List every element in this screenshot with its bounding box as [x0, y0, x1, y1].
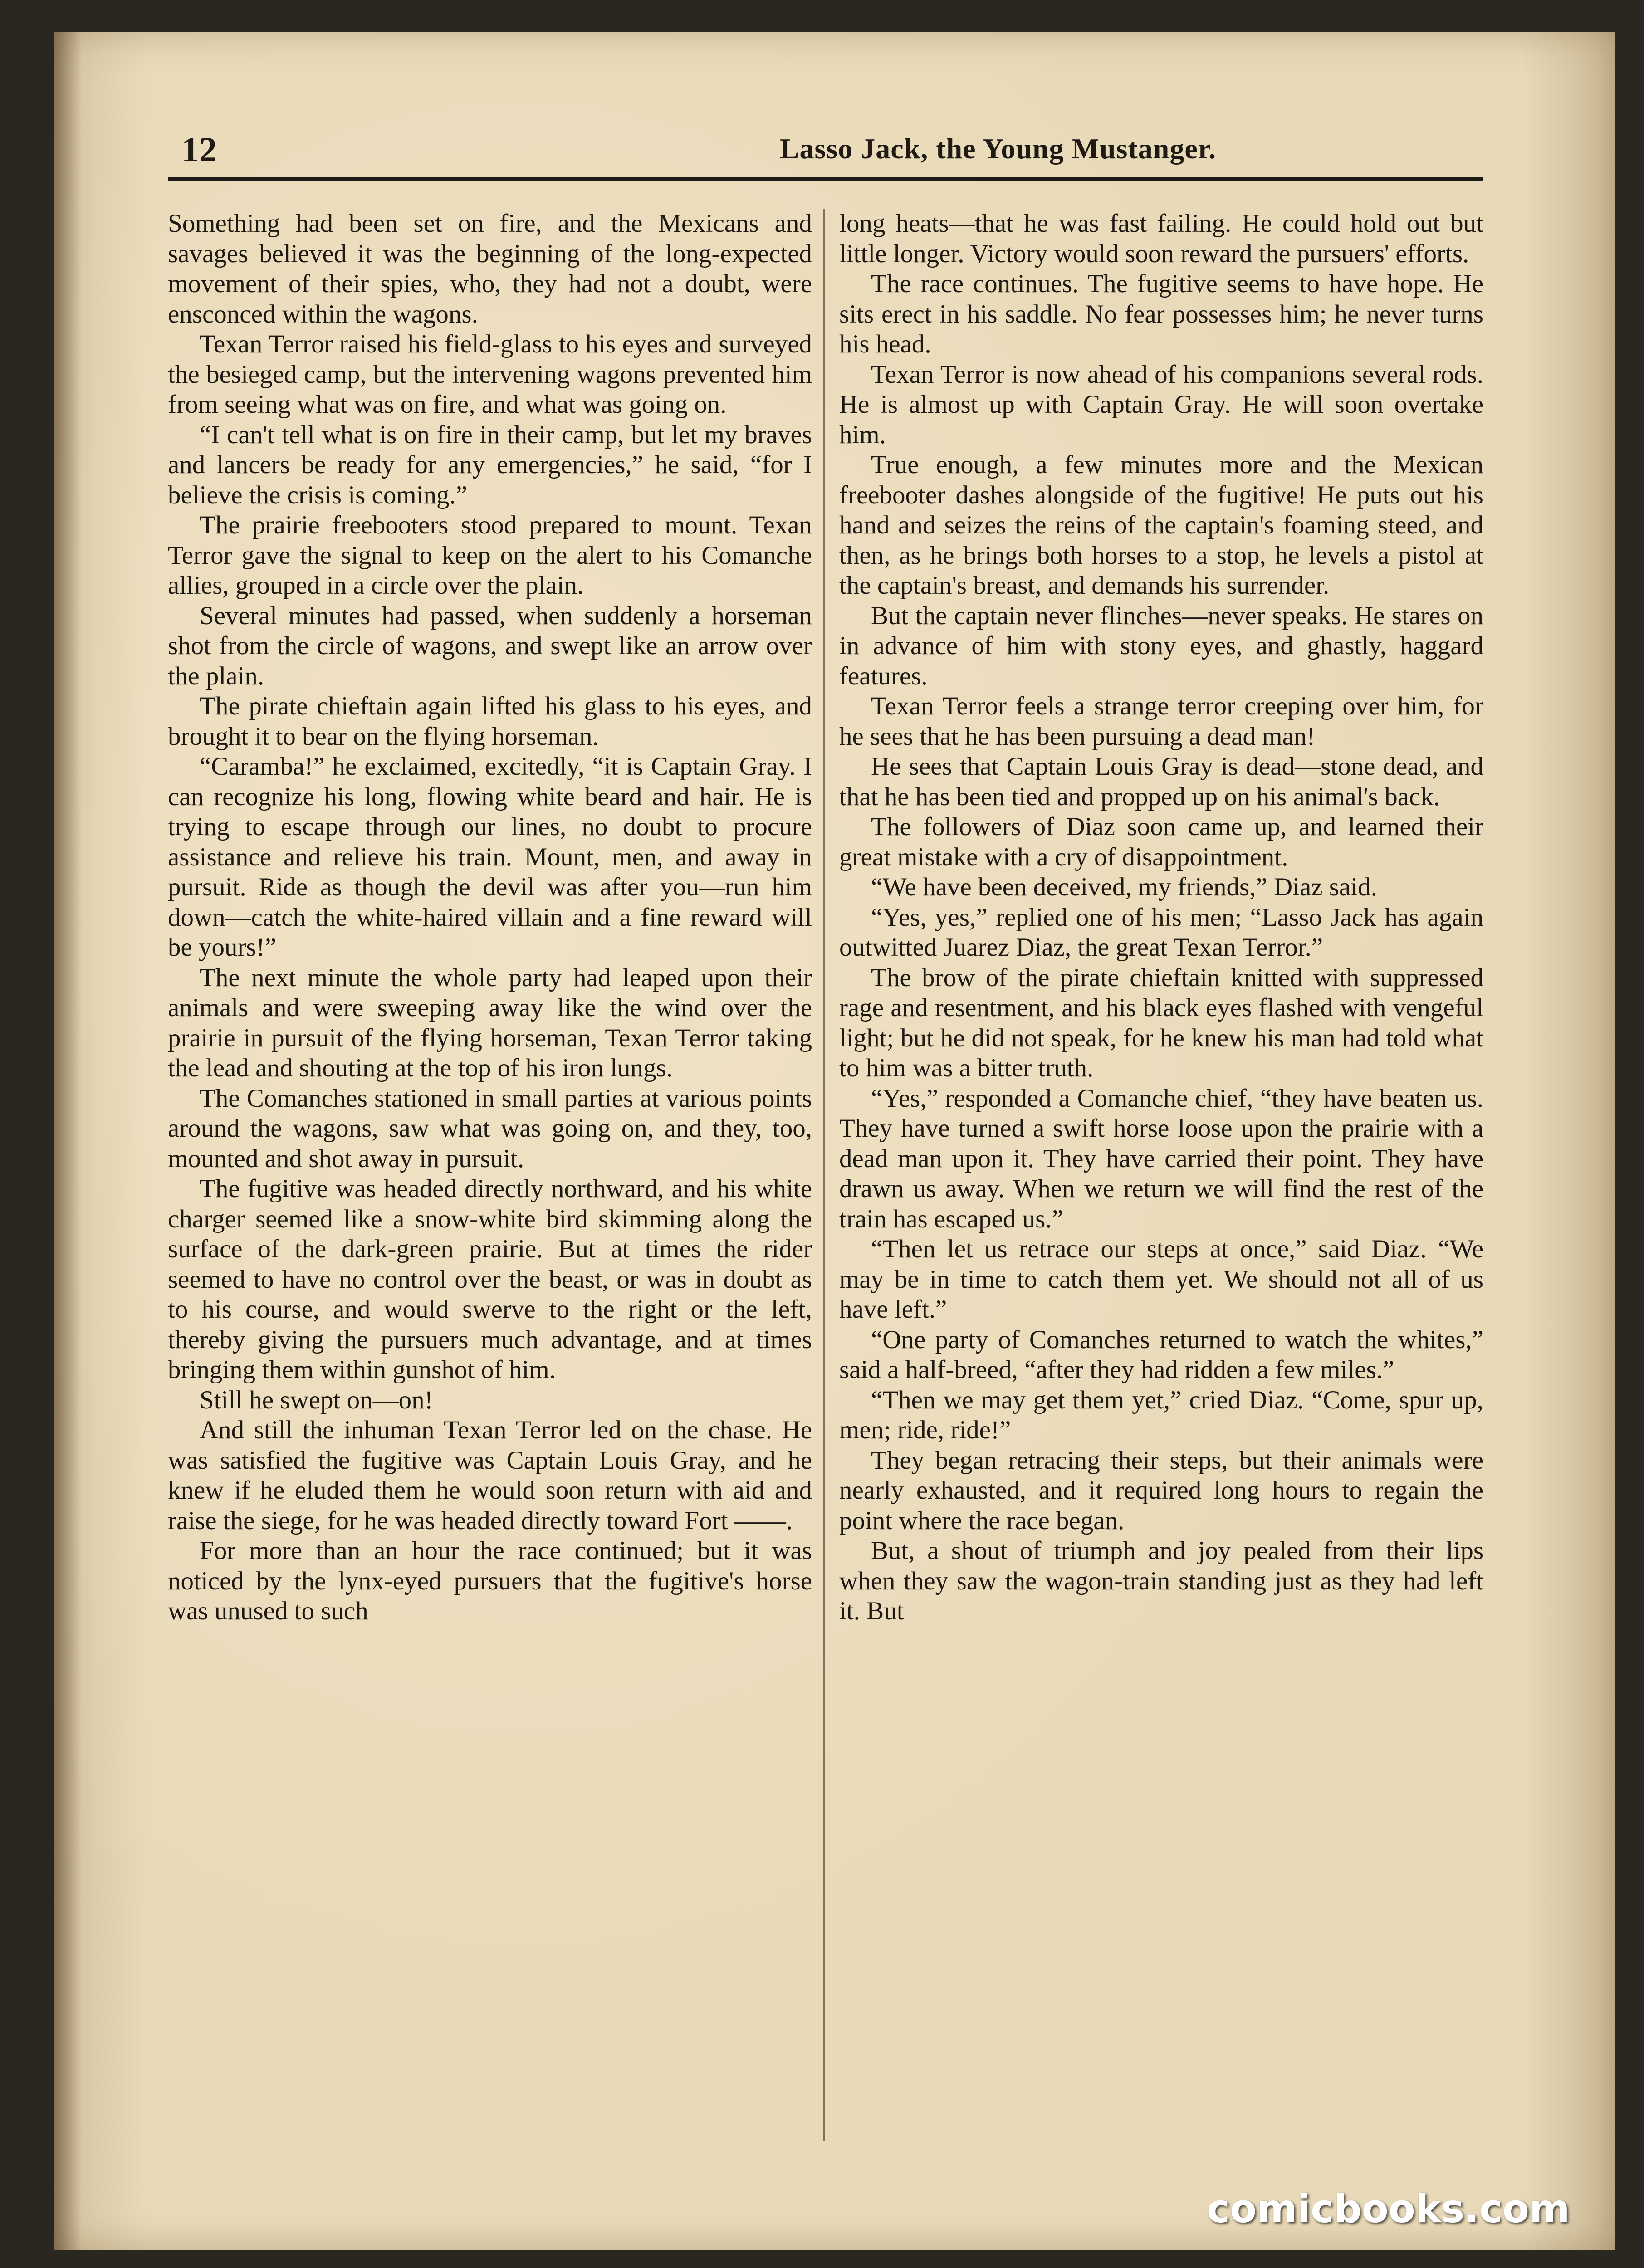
right-column	[839, 209, 1483, 1627]
paragraph: Several minutes had passed, when suddenly a horseman shot from the circle of wagons, and swept like an arrow over the plain.	[168, 601, 812, 690]
watermark: comicbooks.com	[1207, 2186, 1570, 2232]
paragraph: The Comanches stationed in small parties at various points around the wagons, saw what was going on, and they, too, mounted and shot away in pursuit.	[168, 1084, 812, 1173]
paragraph: “Yes,” responded a Comanche chief, “they have beaten us. They have turned a swift horse loose upon the prairie with a dead man upon it. They have carried their point. They have drawn us away. When we return we will find the rest of the train has escaped us.”	[839, 1084, 1483, 1233]
paragraph: Texan Terror is now ahead of his companions several rods. He is almost up with Captain Gray. He will soon overtake him.	[839, 360, 1483, 449]
paragraph: They began retracing their steps, but their animals were nearly exhausted, and it required long hours to regain the point where the race began.	[839, 1446, 1483, 1535]
paragraph: The prairie freebooters stood prepared to mount. Texan Terror gave the signal to keep on the alert to his Comanche allies, grouped in a circle over the plain.	[168, 511, 812, 600]
paragraph: The followers of Diaz soon came up, and learned their great mistake with a cry of disappointment.	[839, 812, 1483, 871]
paragraph: But, a shout of triumph and joy pealed from their lips when they saw the wagon-train standing just as they had left it. But	[839, 1536, 1483, 1625]
running-title: Lasso Jack, the Young Mustanger.	[779, 132, 1217, 165]
column-divider	[823, 209, 825, 2141]
paragraph: He sees that Captain Louis Gray is dead—stone dead, and that he has been tied and propped up on his animal's back.	[839, 752, 1483, 811]
paragraph: The next minute the whole party had leaped upon their animals and were sweeping away like the wind over the prairie in pursuit of the flying horseman, Texan Terror taking the lead and shouting at the top of his iron lungs.	[168, 963, 812, 1082]
paragraph: And still the inhuman Texan Terror led on the chase. He was satisfied the fugitive was Captain Louis Gray, and he knew if he eluded them he would soon return with aid and raise the siege, for he was headed directly toward Fort ——.	[168, 1416, 812, 1535]
header-rule	[168, 177, 1483, 181]
paragraph: “One party of Comanches returned to watch the whites,” said a half-breed, “after they had ridden a few miles.”	[839, 1325, 1483, 1384]
paragraph: “We have been deceived, my friends,” Diaz said.	[871, 873, 1377, 901]
paragraph: But the captain never flinches—never speaks. He stares on in advance of him with stony eyes, and ghastly, haggard features.	[839, 601, 1483, 690]
paragraph: For more than an hour the race continued; but it was noticed by the lynx-eyed pursuers that the fugitive's horse was unused to such	[168, 1536, 812, 1625]
paragraph: The fugitive was headed directly northward, and his white charger seemed like a snow-white bird skimming along the surface of the dark-green prairie. But at times the rider seemed to have no control over the beast, or was in doubt as to his course, and would swerve to the right or the left, thereby giving the pursuers much advantage, and at times bringing them within gunshot of him.	[168, 1174, 812, 1384]
page-header	[181, 129, 1488, 184]
page-number: 12	[181, 130, 217, 169]
spine-shadow	[54, 32, 82, 2250]
paragraph: “I can't tell what is on fire in their camp, but let my braves and lancers be ready for any emergencies,” he said, “for I believe the crisis is coming.”	[168, 420, 812, 509]
paragraph: long heats—that he was fast failing. He could hold out but little longer. Victory would soon reward the pursuers' efforts.	[839, 209, 1483, 268]
paragraph: The race continues. The fugitive seems to have hope. He sits erect in his saddle. No fear possesses him; he never turns his head.	[839, 269, 1483, 358]
paragraph: “Then we may get them yet,” cried Diaz. “Come, spur up, men; ride, ride!”	[839, 1385, 1483, 1444]
paragraph: Something had been set on fire, and the Mexicans and savages believed it was the beginning of the long-expected movement of their spies, who, they had not a doubt, were ensconced within the wagons.	[168, 209, 812, 328]
paragraph: Still he swept on—on!	[200, 1385, 433, 1414]
paragraph: “Then let us retrace our steps at once,” said Diaz. “We may be in time to catch them yet. We should not all of us have left.”	[839, 1235, 1483, 1324]
paragraph: Texan Terror feels a strange terror creeping over him, for he sees that he has been pursuing a dead man!	[839, 692, 1483, 751]
paragraph: The brow of the pirate chieftain knitted with suppressed rage and resentment, and his black eyes flashed with vengeful light; but he did not speak, for he knew his man had told what to him was a bitter truth.	[839, 963, 1483, 1082]
left-column	[168, 209, 812, 1627]
paragraph: Texan Terror raised his field-glass to his eyes and surveyed the besieged camp, but the intervening wagons prevented him from seeing what was on fire, and what was going on.	[168, 330, 812, 419]
paragraph: The pirate chieftain again lifted his glass to his eyes, and brought it to bear on the flying horseman.	[168, 692, 812, 751]
paragraph: “Caramba!” he exclaimed, excitedly, “it is Captain Gray. I can recognize his long, flowing white beard and hair. He is trying to escape through our lines, no doubt to procure assistance and relieve his train. Mount, men, and away in pursuit. Ride as though the devil was after you—run him down—catch the white-haired villain and a fine reward will be yours!”	[168, 752, 812, 962]
paragraph: “Yes, yes,” replied one of his men; “Lasso Jack has again outwitted Juarez Diaz, the great Texan Terror.”	[839, 903, 1483, 962]
paragraph: True enough, a few minutes more and the Mexican freebooter dashes alongside of the fugitive! He puts out his hand and seizes the reins of the captain's foaming steed, and then, as he brings both horses to a stop, he levels a pistol at the captain's breast, and demands his surrender.	[839, 450, 1483, 600]
